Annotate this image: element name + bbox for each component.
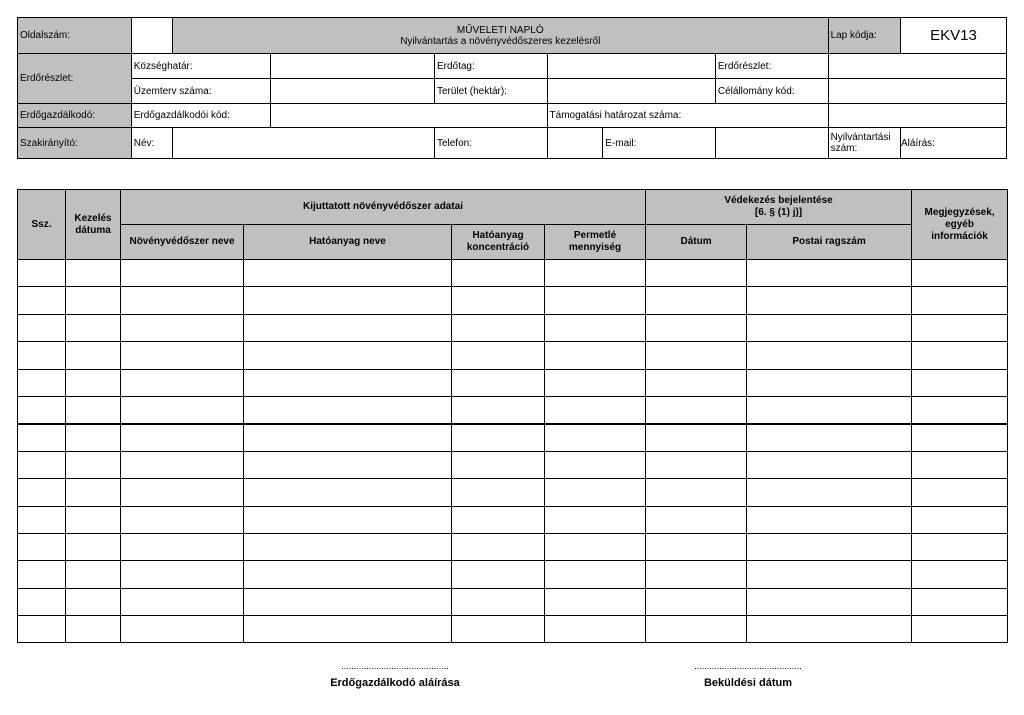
terulet-field[interactable] <box>547 79 715 104</box>
table-cell[interactable] <box>18 561 66 588</box>
table-cell[interactable] <box>912 342 1008 369</box>
signature-block-left <box>295 661 495 689</box>
signature-label-right: Beküldési dátum <box>703 677 793 689</box>
table-cell[interactable] <box>452 451 545 478</box>
table-cell[interactable] <box>545 260 646 287</box>
col-szer-neve: Növényvédőszer neve <box>121 225 244 260</box>
table-cell[interactable] <box>646 451 747 478</box>
table-cell[interactable] <box>452 314 545 341</box>
table-cell[interactable] <box>545 314 646 341</box>
table-cell[interactable] <box>66 314 121 341</box>
col-hatoanyag-neve: Hatóanyag neve <box>244 225 452 260</box>
table-cell[interactable] <box>66 369 121 396</box>
table-row <box>18 424 1008 451</box>
table-cell[interactable] <box>121 506 244 533</box>
table-cell[interactable] <box>18 287 66 314</box>
table-cell[interactable] <box>66 260 121 287</box>
table-cell[interactable] <box>545 506 646 533</box>
table-cell[interactable] <box>545 616 646 643</box>
table-cell[interactable] <box>121 396 244 423</box>
table-cell[interactable] <box>747 451 912 478</box>
table-row <box>18 260 1008 287</box>
tamogatasi-field[interactable] <box>828 104 1006 128</box>
tamogatasi-label: Támogatási határozat száma: <box>547 104 828 128</box>
telefon-label: Telefon: <box>434 128 547 159</box>
nyilv-label-1: Nyilvántartási <box>830 132 891 143</box>
table-cell[interactable] <box>18 588 66 615</box>
table-cell[interactable] <box>912 260 1008 287</box>
table-cell[interactable] <box>545 588 646 615</box>
col-vedekezes <box>646 190 912 225</box>
erdoreszlet2-label: Erdőrészlet: <box>715 54 828 79</box>
alairas-label: Aláírás: <box>901 137 935 149</box>
table-cell[interactable] <box>646 616 747 643</box>
table-cell[interactable] <box>121 424 244 451</box>
col-kezeles <box>66 190 121 260</box>
table-cell[interactable] <box>452 342 545 369</box>
table-cell[interactable] <box>646 342 747 369</box>
table-cell[interactable] <box>18 369 66 396</box>
table-cell[interactable] <box>646 479 747 506</box>
lapkod-value: EKV13 <box>901 18 1007 54</box>
table-cell[interactable] <box>452 396 545 423</box>
col-kezeles-1: Kezelés <box>74 212 112 224</box>
table-cell[interactable] <box>244 588 452 615</box>
table-cell[interactable] <box>545 396 646 423</box>
table-cell[interactable] <box>912 369 1008 396</box>
table-row <box>18 287 1008 314</box>
table-row <box>18 588 1008 615</box>
table-row <box>18 369 1008 396</box>
table-row <box>18 342 1008 369</box>
table-cell[interactable] <box>747 260 912 287</box>
col-ssz: Ssz. <box>18 190 66 260</box>
col-postai: Postai ragszám <box>747 225 912 260</box>
table-cell[interactable] <box>66 616 121 643</box>
table-cell[interactable] <box>18 479 66 506</box>
table-cell[interactable] <box>646 506 747 533</box>
col-megjegyzes-2: egyéb <box>945 218 974 230</box>
table-cell[interactable] <box>244 533 452 560</box>
table-cell[interactable] <box>121 260 244 287</box>
table-cell[interactable] <box>646 396 747 423</box>
table-cell[interactable] <box>452 287 545 314</box>
table-row <box>18 479 1008 506</box>
nev-label: Név: <box>131 128 172 159</box>
table-cell[interactable] <box>121 561 244 588</box>
table-cell[interactable] <box>912 533 1008 560</box>
table-cell[interactable] <box>244 561 452 588</box>
table-cell[interactable] <box>646 260 747 287</box>
celallomany-label: Célállomány kód: <box>715 79 828 104</box>
table-cell[interactable] <box>18 260 66 287</box>
table-cell[interactable] <box>121 451 244 478</box>
table-row <box>18 314 1008 341</box>
lapkod-label: Lap kódja: <box>828 18 900 54</box>
table-cell[interactable] <box>66 396 121 423</box>
kozseghatar-field[interactable] <box>271 54 435 79</box>
table-cell[interactable] <box>66 424 121 451</box>
table-cell[interactable] <box>244 396 452 423</box>
table-cell[interactable] <box>18 533 66 560</box>
table-cell[interactable] <box>646 314 747 341</box>
table-cell[interactable] <box>18 314 66 341</box>
table-cell[interactable] <box>121 588 244 615</box>
table-cell[interactable] <box>646 369 747 396</box>
terulet-label: Terület (hektár): <box>434 79 547 104</box>
table-cell[interactable] <box>646 561 747 588</box>
table-cell[interactable] <box>121 533 244 560</box>
table-cell[interactable] <box>545 424 646 451</box>
table-cell[interactable] <box>18 396 66 423</box>
email-field[interactable] <box>715 128 828 159</box>
form-title <box>172 18 828 54</box>
table-cell[interactable] <box>121 314 244 341</box>
table-cell[interactable] <box>545 287 646 314</box>
table-cell[interactable] <box>244 451 452 478</box>
table-cell[interactable] <box>452 588 545 615</box>
erdoreszlet-label: Erdőrészlet: <box>18 54 132 104</box>
table-cell[interactable] <box>747 533 912 560</box>
oldalszam-field[interactable] <box>131 18 172 54</box>
col-hatoanyag-konc <box>452 225 545 260</box>
szakiranyito-label: Szakirányító: <box>18 128 132 159</box>
table-cell[interactable] <box>244 342 452 369</box>
oldalszam-label: Oldalszám: <box>18 18 132 54</box>
log-table <box>17 189 1008 643</box>
table-cell[interactable] <box>545 451 646 478</box>
table-cell[interactable] <box>244 287 452 314</box>
form-title-line1: MŰVELETI NAPLÓ <box>456 24 544 36</box>
table-cell[interactable] <box>18 506 66 533</box>
col-hatoanyag-konc-2: koncentráció <box>466 242 530 253</box>
col-megjegyzes-1: Megjegyzések, <box>924 206 995 218</box>
table-cell[interactable] <box>121 369 244 396</box>
table-cell[interactable] <box>452 506 545 533</box>
table-cell[interactable] <box>545 533 646 560</box>
table-cell[interactable] <box>244 424 452 451</box>
table-cell[interactable] <box>244 616 452 643</box>
table-cell[interactable] <box>18 424 66 451</box>
table-cell[interactable] <box>452 561 545 588</box>
col-permetle-2: mennyiség <box>568 242 622 253</box>
table-cell[interactable] <box>646 588 747 615</box>
table-cell[interactable] <box>452 260 545 287</box>
col-vedekezes-1: Védekezés bejelentése <box>724 195 833 206</box>
table-cell[interactable] <box>452 479 545 506</box>
table-cell[interactable] <box>18 616 66 643</box>
erdotag-label: Erdőtag: <box>434 54 547 79</box>
table-cell[interactable] <box>66 561 121 588</box>
table-cell[interactable] <box>747 287 912 314</box>
table-row <box>18 561 1008 588</box>
table-cell[interactable] <box>66 342 121 369</box>
table-cell[interactable] <box>912 451 1008 478</box>
table-cell[interactable] <box>747 479 912 506</box>
table-cell[interactable] <box>66 588 121 615</box>
uzemterv-field[interactable] <box>271 79 435 104</box>
signature-line-right[interactable]: ........................................... <box>694 661 802 671</box>
table-cell[interactable] <box>244 314 452 341</box>
table-cell[interactable] <box>545 479 646 506</box>
col-hatoanyag-konc-1: Hatóanyag <box>472 230 524 241</box>
col-datum: Dátum <box>646 225 747 260</box>
form-title-line2: Nyilvántartás a növényvédőszeres kezelésről <box>400 35 601 47</box>
table-cell[interactable] <box>747 506 912 533</box>
table-cell[interactable] <box>18 451 66 478</box>
col-vedekezes-2: [6. § (1) j)] <box>754 207 803 218</box>
table-cell[interactable] <box>66 287 121 314</box>
telefon-field[interactable] <box>547 128 603 159</box>
table-cell[interactable] <box>912 479 1008 506</box>
nyilv-label <box>828 128 900 159</box>
table-cell[interactable] <box>646 287 747 314</box>
table-cell[interactable] <box>121 342 244 369</box>
header-table <box>17 17 1007 159</box>
celallomany-field[interactable] <box>828 79 1006 104</box>
table-cell[interactable] <box>747 424 912 451</box>
table-cell[interactable] <box>912 561 1008 588</box>
table-cell[interactable] <box>747 561 912 588</box>
table-cell[interactable] <box>912 424 1008 451</box>
table-cell[interactable] <box>545 342 646 369</box>
table-cell[interactable] <box>545 561 646 588</box>
signature-label-left: Erdőgazdálkodó aláírása <box>330 677 460 689</box>
erdotag-field[interactable] <box>547 54 715 79</box>
table-cell[interactable] <box>244 506 452 533</box>
table-cell[interactable] <box>912 287 1008 314</box>
table-cell[interactable] <box>244 479 452 506</box>
table-cell[interactable] <box>912 616 1008 643</box>
email-label: E-mail: <box>603 128 716 159</box>
col-permetle-1: Permetlé <box>573 230 617 241</box>
table-cell[interactable] <box>452 616 545 643</box>
table-row <box>18 533 1008 560</box>
col-kezeles-2: dátuma <box>75 224 111 236</box>
signature-block-right <box>648 661 848 689</box>
table-cell[interactable] <box>18 342 66 369</box>
table-cell[interactable] <box>452 533 545 560</box>
table-cell[interactable] <box>452 424 545 451</box>
signature-line-left[interactable]: ........................................... <box>341 661 449 671</box>
table-cell[interactable] <box>747 616 912 643</box>
erdogazd-label: Erdőgazdálkodó: <box>18 104 132 128</box>
table-cell[interactable] <box>646 533 747 560</box>
table-cell[interactable] <box>747 342 912 369</box>
table-cell[interactable] <box>545 369 646 396</box>
table-row <box>18 616 1008 643</box>
table-cell[interactable] <box>66 506 121 533</box>
table-cell[interactable] <box>912 314 1008 341</box>
table-cell[interactable] <box>121 287 244 314</box>
col-permetle <box>545 225 646 260</box>
table-row <box>18 506 1008 533</box>
table-cell[interactable] <box>66 533 121 560</box>
table-cell[interactable] <box>747 588 912 615</box>
erdogazd-kod-field[interactable] <box>271 104 547 128</box>
table-cell[interactable] <box>747 396 912 423</box>
table-cell[interactable] <box>646 424 747 451</box>
col-megjegyzes <box>912 190 1008 260</box>
nyilv-label-2: szám: <box>830 143 858 154</box>
table-cell[interactable] <box>121 479 244 506</box>
table-cell[interactable] <box>244 369 452 396</box>
table-cell[interactable] <box>912 588 1008 615</box>
table-cell[interactable] <box>912 506 1008 533</box>
table-cell[interactable] <box>66 451 121 478</box>
nev-field[interactable] <box>172 128 434 159</box>
table-row <box>18 396 1008 423</box>
table-cell[interactable] <box>121 616 244 643</box>
nyilv-alairas-area <box>901 128 1007 159</box>
uzemterv-label: Üzemterv száma: <box>131 79 270 104</box>
col-megjegyzes-3: információk <box>931 230 988 242</box>
erdoreszlet2-field[interactable] <box>828 54 1006 79</box>
col-kijuttatott: Kijuttatott növényvédőszer adatai <box>121 190 646 225</box>
kozseghatar-label: Községhatár: <box>131 54 270 79</box>
table-cell[interactable] <box>66 479 121 506</box>
table-cell[interactable] <box>747 369 912 396</box>
table-cell[interactable] <box>912 396 1008 423</box>
table-cell[interactable] <box>747 314 912 341</box>
table-cell[interactable] <box>244 260 452 287</box>
table-row <box>18 451 1008 478</box>
erdogazd-kod-label: Erdőgazdálkodói kód: <box>131 104 270 128</box>
table-cell[interactable] <box>452 369 545 396</box>
